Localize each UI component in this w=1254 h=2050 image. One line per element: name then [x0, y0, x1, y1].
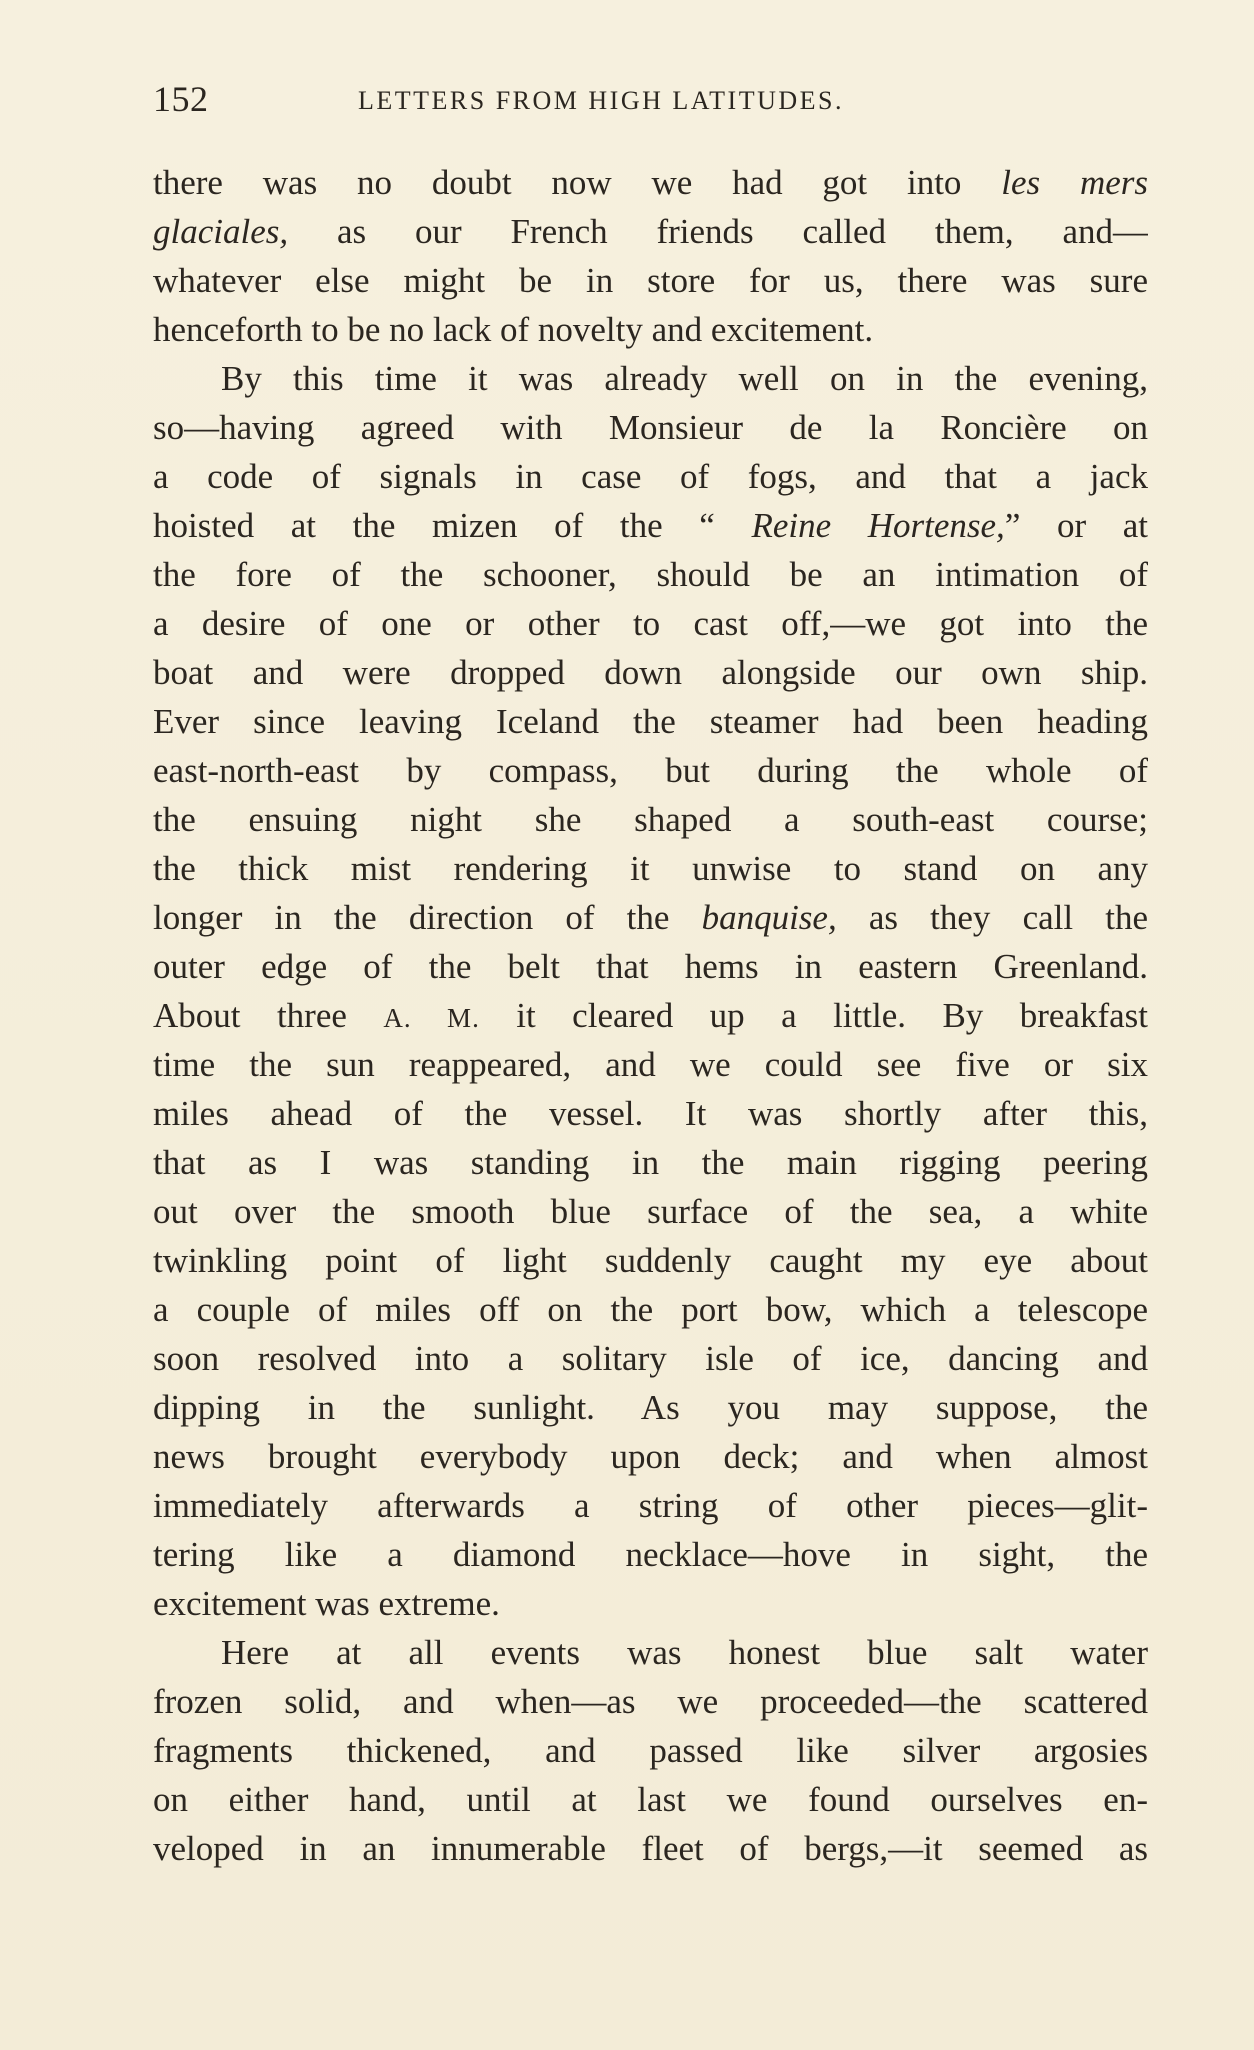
- text-line: veloped in an innumerable fleet of bergs,—it seemed as: [153, 1829, 1148, 1868]
- text-line: the ensuing night she shaped a south-east course;: [153, 800, 1148, 839]
- italic-phrase: banquise,: [701, 898, 837, 937]
- text-line: About three A. M. it cleared up a little. By breakfast: [153, 996, 1148, 1035]
- text-line: that as I was standing in the main rigging peering: [153, 1143, 1148, 1182]
- text-line: outer edge of the belt that hems in eastern Greenland.: [153, 947, 1148, 986]
- small-caps-abbreviation: A. M.: [383, 1003, 480, 1033]
- text-line: a code of signals in case of fogs, and that a jack: [153, 457, 1148, 496]
- page-number: 152: [153, 79, 209, 119]
- text-line: the fore of the schooner, should be an intimation of: [153, 555, 1148, 594]
- text-line: whatever else might be in store for us, there was sure: [153, 261, 1148, 300]
- text-line: miles ahead of the vessel. It was shortly after this,: [153, 1094, 1148, 1133]
- text-line: longer in the direction of the banquise, as they call the: [153, 898, 1148, 937]
- italic-phrase: glaciales,: [153, 212, 289, 251]
- body-text: [153, 158, 1148, 1873]
- italic-phrase: les mers: [1001, 163, 1148, 202]
- text-line: time the sun reappeared, and we could see five or six: [153, 1045, 1148, 1084]
- text-line: a desire of one or other to cast off,—we got into the: [153, 604, 1148, 643]
- running-title: LETTERS FROM HIGH LATITUDES.: [358, 86, 844, 115]
- text-line: twinkling point of light suddenly caught my eye about: [153, 1241, 1148, 1280]
- text-line: excitement was extreme.: [153, 1584, 500, 1623]
- text-line: dipping in the sunlight. As you may suppose, the: [153, 1388, 1148, 1427]
- text-line: out over the smooth blue surface of the sea, a white: [153, 1192, 1148, 1231]
- text-line: the thick mist rendering it unwise to stand on any: [153, 849, 1148, 888]
- text-line: fragments thickened, and passed like silver argosies: [153, 1731, 1148, 1770]
- text-line: hoisted at the mizen of the “ Reine Hortense,” or at: [153, 506, 1148, 545]
- text-line: on either hand, until at last we found ourselves en-: [153, 1780, 1148, 1819]
- text-line: By this time it was already well on in the evening,: [221, 359, 1148, 398]
- text-line: henceforth to be no lack of novelty and excitement.: [153, 310, 874, 349]
- text-line: boat and were dropped down alongside our own ship.: [153, 653, 1148, 692]
- text-line: glaciales, as our French friends called them, and—: [153, 212, 1148, 251]
- text-line: tering like a diamond necklace—hove in sight, the: [153, 1535, 1148, 1574]
- text-line: there was no doubt now we had got into les mers: [153, 163, 1148, 202]
- italic-phrase: Reine Hortense,: [751, 506, 1005, 545]
- text-line: east-north-east by compass, but during the whole of: [153, 751, 1148, 790]
- text-line: so—having agreed with Monsieur de la Roncière on: [153, 408, 1148, 447]
- text-line: news brought everybody upon deck; and when almost: [153, 1437, 1148, 1476]
- text-line: immediately afterwards a string of other pieces—glit-: [153, 1486, 1148, 1525]
- text-line: a couple of miles off on the port bow, which a telescope: [153, 1290, 1148, 1329]
- text-line: soon resolved into a solitary isle of ice, dancing and: [153, 1339, 1148, 1378]
- running-head: [153, 78, 1148, 128]
- text-line: Ever since leaving Iceland the steamer had been heading: [153, 702, 1148, 741]
- text-line: frozen solid, and when—as we proceeded—the scattered: [153, 1682, 1148, 1721]
- text-line: Here at all events was honest blue salt water: [221, 1633, 1148, 1672]
